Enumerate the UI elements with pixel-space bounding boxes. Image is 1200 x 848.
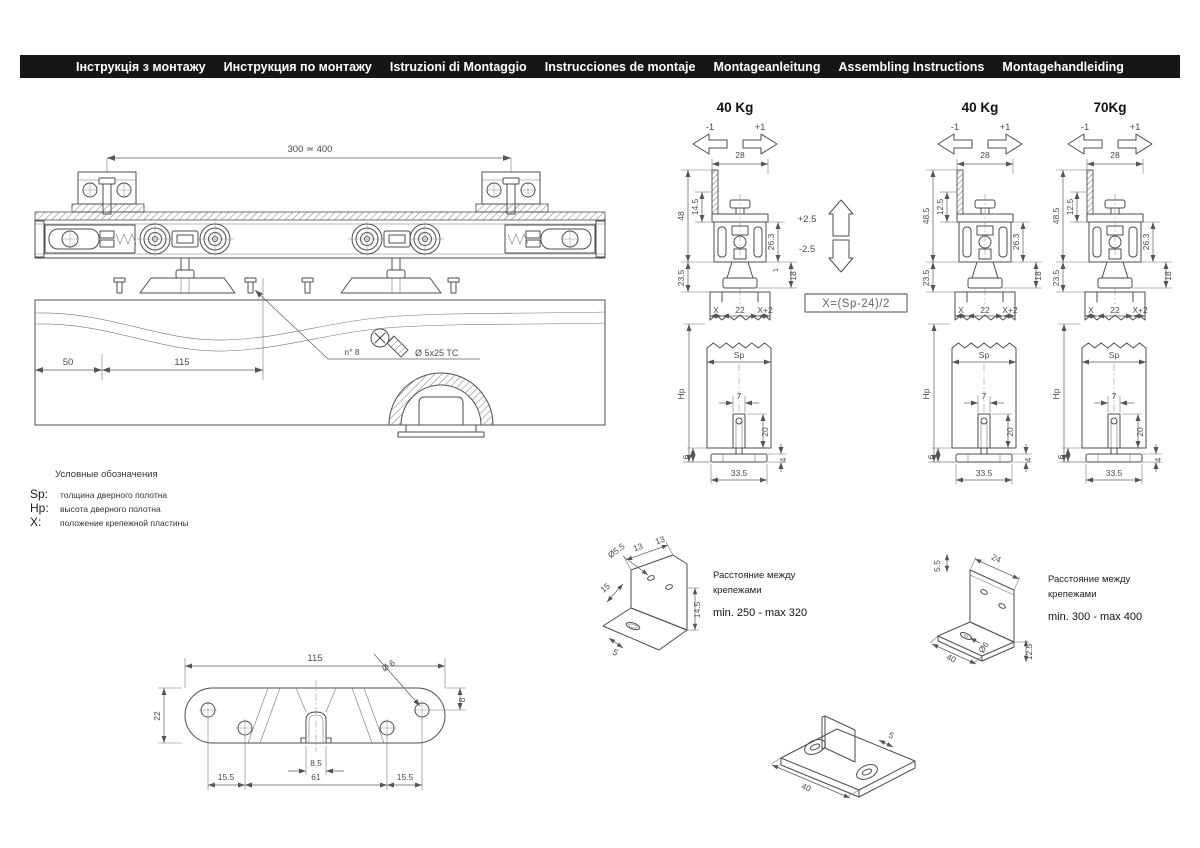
- svg-text:крепежами: крепежами: [713, 585, 762, 596]
- svg-text:22: 22: [152, 711, 162, 721]
- svg-text:12.5: 12.5: [935, 198, 945, 216]
- svg-text:1: 1: [771, 267, 780, 273]
- section-title: 40 Kg: [961, 100, 999, 115]
- svg-text:33.5: 33.5: [730, 468, 748, 478]
- trolley-right: [348, 222, 444, 278]
- svg-text:+1: +1: [999, 122, 1011, 133]
- svg-text:4: 4: [1153, 457, 1163, 463]
- svg-text:X+2: X+2: [1132, 305, 1148, 315]
- bracket-dims: [930, 552, 1034, 665]
- dim-label-span: 300 ≃ 400: [287, 144, 333, 155]
- svg-text:Hp: Hp: [1051, 388, 1061, 400]
- legend: [30, 469, 310, 529]
- screw-icon: [371, 329, 408, 357]
- svg-text:7: 7: [736, 391, 742, 401]
- rail-profile: [35, 212, 605, 258]
- svg-text:Sp: Sp: [733, 350, 745, 360]
- svg-text:12.5: 12.5: [1024, 643, 1034, 661]
- svg-text:5: 5: [610, 646, 620, 658]
- bottom-guide-plate: [926, 444, 1033, 484]
- svg-text:18: 18: [1033, 271, 1043, 281]
- svg-text:22: 22: [1110, 305, 1120, 315]
- svg-text:Sp: Sp: [978, 350, 990, 360]
- svg-text:18: 18: [1163, 271, 1173, 281]
- svg-text:X: X: [1088, 305, 1094, 315]
- legend-sym-sp: Sp:: [30, 487, 49, 501]
- floor-guide-iso-drawing: [763, 698, 938, 826]
- svg-text:min. 250 - max 320: min. 250 - max 320: [713, 607, 808, 619]
- header-label-it: Istruzioni di Montaggio: [389, 59, 527, 74]
- svg-text:20: 20: [760, 427, 770, 437]
- svg-text:61: 61: [311, 772, 321, 782]
- hanger-bolt: [1098, 262, 1132, 288]
- rail-assembly-drawing: [30, 128, 610, 450]
- svg-text:-1: -1: [1080, 122, 1090, 133]
- svg-text:Расстояние между: Расстояние между: [1048, 574, 1131, 585]
- bracket-note: [1048, 574, 1142, 623]
- legend-row-hp: [30, 501, 310, 515]
- dim-label-115: 115: [174, 357, 190, 368]
- svg-text:48: 48: [676, 211, 686, 221]
- dim-28: [1087, 150, 1143, 174]
- arrow-right-icon: [1118, 134, 1152, 154]
- svg-text:23.5: 23.5: [1051, 269, 1061, 287]
- arrow-right-icon: [988, 134, 1022, 154]
- door-panel: [676, 324, 771, 462]
- svg-text:Расстояние между: Расстояние между: [713, 570, 796, 581]
- header-label-ru: Инструкция по монтажу: [223, 59, 372, 74]
- dim-28: [712, 150, 768, 174]
- hanger-bolt: [723, 262, 757, 288]
- arrow-right-icon: [743, 134, 777, 154]
- screw-spec-label: Ø 5x25 TC: [415, 348, 459, 358]
- svg-text:14.5: 14.5: [692, 601, 702, 619]
- bottom-guide-plate: [681, 444, 788, 484]
- section-title: 70Kg: [1093, 100, 1127, 115]
- bracket-250-drawing: [593, 533, 843, 668]
- svg-text:48.5: 48.5: [921, 207, 931, 225]
- legend-row-x: [30, 515, 310, 529]
- svg-text:40: 40: [799, 780, 813, 794]
- svg-text:X+2: X+2: [757, 305, 773, 315]
- svg-text:23.5: 23.5: [921, 269, 931, 287]
- bracket-dims: [598, 534, 702, 658]
- section-70kg: [1051, 100, 1173, 484]
- legend-desc-hp: высота дверного полотна: [60, 504, 161, 514]
- svg-text:X+2: X+2: [1002, 305, 1018, 315]
- floor-guide-front: [389, 373, 493, 437]
- section-40kg-b: [921, 100, 1043, 484]
- bracket-note: [713, 570, 807, 619]
- dim-28: [957, 150, 1013, 174]
- svg-text:26.3: 26.3: [766, 233, 776, 251]
- door-panel-top-view: [35, 300, 605, 425]
- trolley-left: [136, 222, 234, 278]
- hanger-plate-right: [302, 278, 459, 293]
- svg-text:23.5: 23.5: [676, 269, 686, 287]
- door-top: [955, 292, 1018, 320]
- svg-text:Hp: Hp: [921, 388, 931, 400]
- svg-text:X: X: [713, 305, 719, 315]
- door-top: [1085, 292, 1148, 320]
- legend-desc-sp: толщина дверного полотна: [60, 490, 168, 500]
- screw-count-label: n° 8: [344, 347, 360, 357]
- svg-text:12.5: 12.5: [1065, 198, 1075, 216]
- svg-text:33.5: 33.5: [1105, 468, 1123, 478]
- hanger-plate-left: [114, 278, 256, 293]
- svg-text:5: 5: [887, 729, 896, 741]
- svg-text:28: 28: [980, 150, 990, 160]
- svg-text:X: X: [958, 305, 964, 315]
- legend-sym-x: X:: [30, 515, 42, 529]
- height-adjustment: [798, 200, 907, 312]
- svg-text:14.5: 14.5: [690, 198, 700, 216]
- dims-left: [676, 170, 714, 292]
- adjust-up-label: +2.5: [797, 214, 817, 225]
- svg-text:Sp: Sp: [1108, 350, 1120, 360]
- svg-text:6: 6: [926, 454, 936, 460]
- svg-text:115: 115: [307, 653, 323, 664]
- arrow-left-icon: [693, 134, 727, 154]
- header-label-nl: Montagehandleiding: [1002, 59, 1124, 74]
- svg-text:8.5: 8.5: [310, 758, 322, 768]
- door-top: [710, 292, 773, 320]
- svg-text:4: 4: [1023, 457, 1033, 463]
- dims-left: [1051, 170, 1089, 292]
- bracket-400-drawing: [926, 542, 1186, 680]
- svg-text:крепежами: крепежами: [1048, 589, 1097, 600]
- svg-text:13: 13: [653, 533, 667, 547]
- plus-label: +1: [754, 122, 766, 133]
- svg-text:24: 24: [989, 551, 1003, 565]
- svg-text:22: 22: [735, 305, 745, 315]
- svg-text:13: 13: [631, 540, 645, 554]
- svg-text:7: 7: [981, 391, 987, 401]
- svg-text:5.5: 5.5: [932, 560, 942, 572]
- bracket-iso: [603, 555, 687, 650]
- language-header-bar: [20, 55, 1180, 78]
- svg-text:-1: -1: [950, 122, 960, 133]
- ceiling-bracket-left: [72, 172, 144, 214]
- svg-text:Hp: Hp: [676, 388, 686, 400]
- bracket-iso: [938, 570, 1014, 661]
- svg-text:6: 6: [1056, 454, 1066, 460]
- svg-text:8: 8: [457, 697, 467, 703]
- svg-text:Ø5.5: Ø5.5: [605, 541, 627, 561]
- cross-sections-drawing: [660, 96, 1180, 508]
- end-stop-right: [505, 225, 595, 253]
- legend-sym-hp: Hp:: [30, 501, 49, 515]
- svg-text:15: 15: [598, 580, 612, 595]
- formula-label: X=(Sp-24)/2: [822, 298, 890, 310]
- svg-text:48.5: 48.5: [1051, 207, 1061, 225]
- ceiling-bracket-right: [476, 172, 548, 214]
- svg-text:40: 40: [944, 651, 958, 665]
- svg-text:22: 22: [980, 305, 990, 315]
- section-title: 40 Kg: [716, 100, 754, 115]
- bottom-guide-plate: [1056, 444, 1163, 484]
- svg-text:min. 300 - max 400: min. 300 - max 400: [1048, 611, 1143, 623]
- door-panel: [921, 324, 1016, 462]
- svg-text:28: 28: [1110, 150, 1120, 160]
- arrow-left-icon: [938, 134, 972, 154]
- svg-text:+1: +1: [1129, 122, 1141, 133]
- svg-text:33.5: 33.5: [975, 468, 993, 478]
- legend-title: Условные обозначения: [55, 469, 158, 480]
- svg-text:28: 28: [735, 150, 745, 160]
- mounting-plate-drawing: [150, 640, 490, 812]
- door-panel: [1051, 324, 1146, 462]
- section-40kg-a: [676, 100, 798, 484]
- adjust-down-label: -2.5: [798, 244, 816, 255]
- svg-text:4: 4: [778, 457, 788, 463]
- svg-text:18: 18: [788, 271, 798, 281]
- end-stop-left: [45, 225, 136, 253]
- svg-text:Ø 6: Ø 6: [379, 657, 397, 674]
- svg-text:15.5: 15.5: [217, 772, 235, 782]
- svg-text:6: 6: [681, 454, 691, 460]
- dims-left: [921, 170, 959, 292]
- legend-row-sp: [30, 487, 310, 501]
- svg-text:26.3: 26.3: [1141, 233, 1151, 251]
- header-label-es: Instrucciones de montaje: [544, 59, 696, 74]
- svg-text:20: 20: [1005, 427, 1015, 437]
- plate-outline: [185, 680, 445, 752]
- svg-text:20: 20: [1135, 427, 1145, 437]
- minus-label: -1: [705, 122, 715, 133]
- legend-desc-x: положение крепежной пластины: [60, 518, 189, 528]
- svg-text:Ø6: Ø6: [976, 639, 991, 655]
- arrow-down-icon: [829, 240, 853, 272]
- dim-label-50: 50: [62, 357, 74, 368]
- header-label-de: Montageanleitung: [713, 59, 821, 74]
- svg-text:26.3: 26.3: [1011, 233, 1021, 251]
- hanger-bolt: [968, 262, 1002, 288]
- svg-text:15.5: 15.5: [396, 772, 414, 782]
- svg-text:7: 7: [1111, 391, 1117, 401]
- header-label-en: Assembling Instructions: [838, 59, 985, 74]
- arrow-up-icon: [829, 200, 853, 236]
- arrow-left-icon: [1068, 134, 1102, 154]
- header-label-uk: Інструкція з монтажу: [76, 59, 206, 74]
- dim-span-300-400: [107, 144, 511, 174]
